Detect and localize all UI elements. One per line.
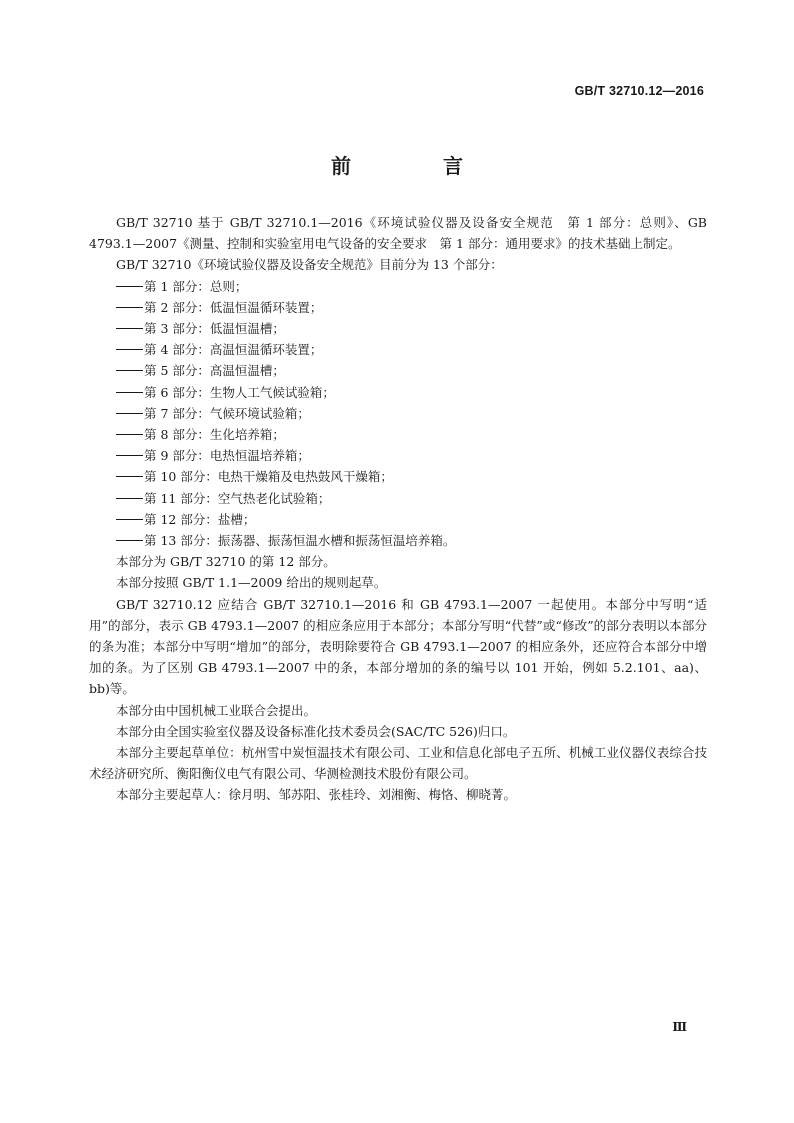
list-item-text: 第 12 部分：盐槽；: [144, 511, 256, 527]
list-item-text: 第 11 部分：空气热老化试验箱；: [144, 490, 331, 506]
list-item-text: 第 13 部分：振荡器、振荡恒温水槽和振荡恒温培养箱。: [144, 533, 456, 549]
list-item-text: 第 7 部分：气候环境试验箱；: [144, 405, 310, 421]
dash-mark: [116, 392, 143, 393]
committee-paragraph: 本部分由全国实验室仪器及设备标准化技术委员会(SAC/TC 526)归口。: [116, 723, 516, 739]
list-item: [89, 530, 707, 551]
dash-mark: [116, 413, 143, 414]
list-item-text: 第 2 部分：低温恒温循环装置；: [144, 299, 323, 315]
proposer-paragraph: 本部分由中国机械工业联合会提出。: [116, 702, 317, 718]
page-title: 前 言: [331, 154, 499, 178]
list-item-text: 第 8 部分：生化培养箱；: [144, 427, 285, 443]
dash-mark: [116, 370, 143, 371]
list-item: [89, 276, 707, 297]
page-number: Ⅲ: [672, 1020, 687, 1034]
list-item: [89, 382, 707, 403]
list-item: [89, 318, 707, 339]
intro-paragraph: GB/T 32710 基于 GB/T 32710.1—2016《环境试验仪器及设备安全规范 第 1 部分：总则》、GB 4793.1—2007《测量、控制和实验室用电气设备的安全要求 第 1 部分：通用要求》的技术基础上制定。: [89, 215, 707, 252]
dash-mark: [116, 349, 143, 350]
dash-mark: [116, 307, 143, 308]
list-item-text: 第 5 部分：高温恒温槽；: [144, 363, 285, 379]
parts-list: [89, 276, 707, 552]
list-item-text: 第 9 部分：电热恒温培养箱；: [144, 448, 310, 464]
list-item: [89, 509, 707, 530]
document-code: GB/T 32710.12—2016: [574, 84, 704, 98]
part-number-paragraph: 本部分为 GB/T 32710 的第 12 部分。: [116, 554, 336, 570]
list-item-text: 第 3 部分：低温恒温槽；: [144, 321, 285, 337]
dash-mark: [116, 498, 143, 499]
drafting-units-paragraph: 本部分主要起草单位：杭州雪中炭恒温技术有限公司、工业和信息化部电子五所、机械工业仪器仪表综合技术经济研究所、衡阳衡仪电气有限公司、华测检测技术股份有限公司。: [89, 745, 707, 782]
dash-mark: [116, 434, 143, 435]
list-item: [89, 403, 707, 424]
dash-mark: [116, 328, 143, 329]
dash-mark: [116, 455, 143, 456]
drafting-rules-paragraph: 本部分按照 GB/T 1.1—2009 给出的规则起草。: [116, 575, 387, 591]
list-item: [89, 424, 707, 445]
parts-intro-paragraph: GB/T 32710《环境试验仪器及设备安全规范》目前分为 13 个部分：: [116, 257, 503, 273]
dash-mark: [116, 286, 143, 287]
list-item-text: 第 4 部分：高温恒温循环装置；: [144, 342, 323, 358]
list-item: [89, 339, 707, 360]
list-item-text: 第 6 部分：生物人工气候试验箱；: [144, 384, 335, 400]
usage-paragraph: GB/T 32710.12 应结合 GB/T 32710.1—2016 和 GB 4793.1—2007 一起使用。本部分中写明“适用”的部分，表示 GB 4793.1—2007 的相应条应用于本部分；本部分写明“代替”或“修改”的部分表明以本部分的条为准；本部分中写明“增加”的部分，表明除要符合 GB 4793.1—2007 的相应条外，还应符合本部分中增加的条。为了区别 GB 4793.1—2007 中的条，本部分增加的条的编号以 101 开始，例如 5.2.101、aa)、bb)等。: [89, 596, 707, 697]
list-item: [89, 445, 707, 466]
list-item: [89, 466, 707, 487]
dash-mark: [116, 519, 143, 520]
list-item: [89, 297, 707, 318]
list-item-text: 第 1 部分：总则；: [144, 278, 248, 294]
drafters-paragraph: 本部分主要起草人：徐月明、邹苏阳、张桂玲、刘湘衡、梅恪、柳晓菁。: [116, 787, 517, 803]
list-item: [89, 488, 707, 509]
dash-mark: [116, 476, 143, 477]
dash-mark: [116, 540, 143, 541]
list-item: [89, 360, 707, 381]
foreword-body: [89, 212, 707, 806]
list-item-text: 第 10 部分：电热干燥箱及电热鼓风干燥箱；: [144, 469, 393, 485]
